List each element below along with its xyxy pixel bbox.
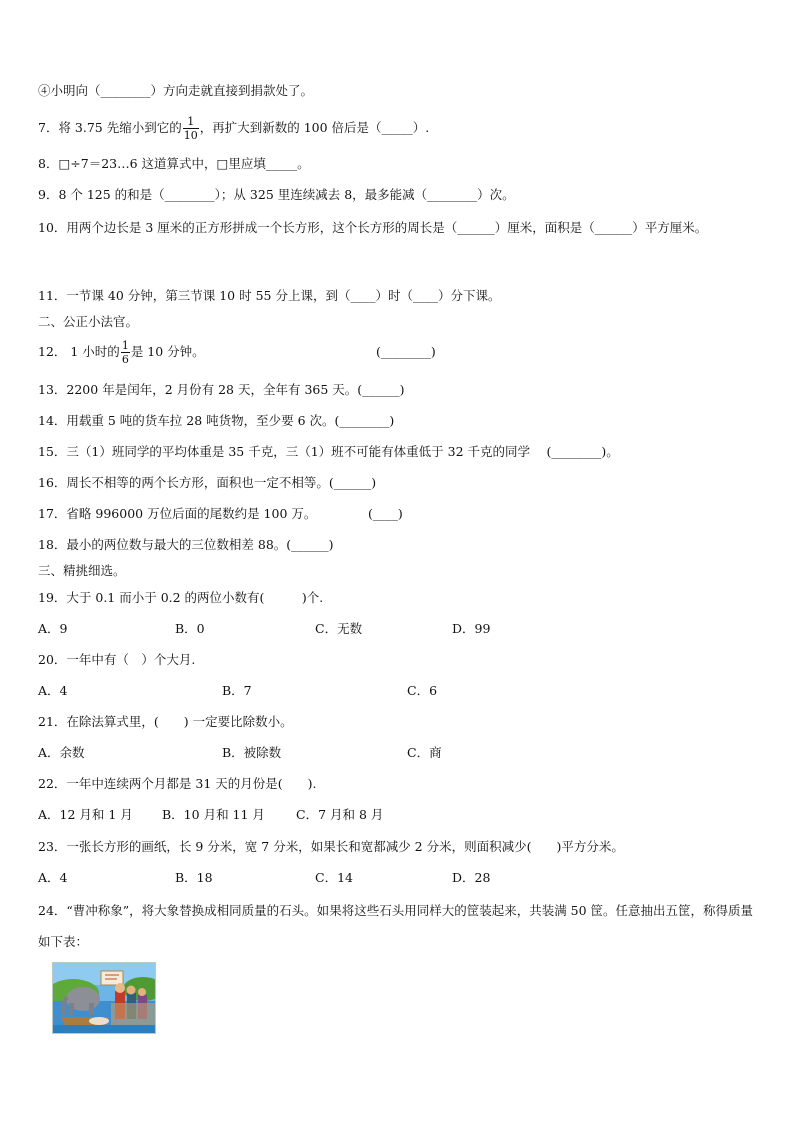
option-b[interactable]: B．7 xyxy=(222,683,252,698)
question-18 xyxy=(38,537,758,553)
question-10 xyxy=(38,212,758,243)
section-2-heading xyxy=(38,314,758,330)
question-text: 11．一节课 40 分钟，第三节课 10 时 55 分上课，到（____）时（____）分下课。 xyxy=(38,288,501,303)
question-text: ，再扩大到新数的 100 倍后是（_____）. xyxy=(199,120,430,135)
question-text: 21．在除法算式里，( ) 一定要比除数小。 xyxy=(38,714,293,729)
question-17 xyxy=(38,506,758,522)
question-text: 23．一张长方形的画纸，长 9 分米，宽 7 分米，如果长和宽都减少 2 分米，则面积减少( )平方分米。 xyxy=(38,839,624,854)
section-title: 二、公正小法官。 xyxy=(38,314,139,329)
question-16 xyxy=(38,475,758,491)
option-c[interactable]: C．6 xyxy=(407,683,438,698)
option-d[interactable]: D．99 xyxy=(452,621,491,636)
option-b[interactable]: B．18 xyxy=(175,870,213,885)
fraction-1-6 xyxy=(121,339,130,366)
option-c[interactable]: C．7 月和 8 月 xyxy=(296,807,384,822)
question-24 xyxy=(38,895,758,957)
option-a[interactable]: A．12 月和 1 月 xyxy=(38,807,133,822)
fraction-denominator: 6 xyxy=(121,353,129,366)
question-text: 16．周长不相等的两个长方形，面积也一定不相等。(______) xyxy=(38,475,377,490)
option-a[interactable]: A．4 xyxy=(38,683,68,698)
question-15 xyxy=(38,444,758,460)
section-3-heading xyxy=(38,563,758,579)
question-text: 8．□÷7＝23…6 这道算式中，□里应填_____。 xyxy=(38,156,310,171)
question-text: 22．一年中连续两个月都是 31 天的月份是( ). xyxy=(38,776,317,791)
question-text: 9．8 个 125 的和是（________）；从 325 里连续减去 8，最多能减（________）次。 xyxy=(38,187,515,202)
question-8 xyxy=(38,156,758,172)
option-c[interactable]: C．14 xyxy=(315,870,353,885)
question-text: 20．一年中有（ ）个大月. xyxy=(38,652,196,667)
option-b[interactable]: B．被除数 xyxy=(222,745,282,760)
question-text: 17．省略 996000 万位后面的尾数约是 100 万。 xyxy=(38,506,317,521)
question-text: 18．最小的两位数与最大的三位数相差 88。(______) xyxy=(38,537,334,552)
question-7 xyxy=(38,113,758,143)
fraction-numerator: 1 xyxy=(183,115,199,129)
question-19 xyxy=(38,590,758,606)
question-9 xyxy=(38,187,758,203)
option-a[interactable]: A．余数 xyxy=(38,745,85,760)
question-text: 7．将 3.75 先缩小到它的 xyxy=(38,120,182,135)
option-b[interactable]: B．10 月和 11 月 xyxy=(162,807,265,822)
question-text: 是 10 分钟。 xyxy=(130,344,205,359)
fraction-numerator: 1 xyxy=(121,339,129,352)
question-text: 12． 1 小时的 xyxy=(38,344,120,359)
question-14 xyxy=(38,413,758,429)
question-text: 15．三（1）班同学的平均体重是 35 千克，三（1）班不可能有体重低于 32 千克的同学 (________)。 xyxy=(38,444,619,459)
option-c[interactable]: C．无数 xyxy=(315,621,363,636)
section-title: 三、精挑细选。 xyxy=(38,563,126,578)
question-11 xyxy=(38,288,758,304)
option-a[interactable]: A．9 xyxy=(38,621,68,636)
option-d[interactable]: D．28 xyxy=(452,870,491,885)
answer-blank[interactable]: (________) xyxy=(376,344,436,359)
question-20 xyxy=(38,652,758,668)
fraction-denominator: 10 xyxy=(183,129,198,142)
question-13 xyxy=(38,382,758,398)
question-21 xyxy=(38,714,758,730)
answer-blank[interactable]: (____) xyxy=(368,506,403,521)
question-text: 13．2200 年是闰年，2 月份有 28 天，全年有 365 天。(______) xyxy=(38,382,405,397)
question-12 xyxy=(38,336,758,368)
question-text: ④小明向（________）方向走就直接到捐款处了。 xyxy=(38,83,314,98)
question-22 xyxy=(38,776,758,792)
question-text: 24．“曹冲称象”，将大象替换成相同质量的石头。如果将这些石头用同样大的筐装起来，共装满 50 筐。任意抽出五筐，称得质量如下表： xyxy=(38,903,754,949)
option-c[interactable]: C．商 xyxy=(407,745,442,760)
question-text: 14．用载重 5 吨的货车拉 28 吨货物，至少要 6 次。(________) xyxy=(38,413,395,428)
question-23 xyxy=(38,839,758,855)
illustration-svg xyxy=(53,963,155,1033)
fraction-1-10 xyxy=(183,115,199,142)
question-text: 10．用两个边长是 3 厘米的正方形拼成一个长方形，这个长方形的周长是（______）厘米，面积是（______）平方厘米。 xyxy=(38,220,708,235)
option-b[interactable]: B．0 xyxy=(175,621,205,636)
cao-chong-elephant-illustration xyxy=(52,962,156,1034)
question-text: 19．大于 0.1 而小于 0.2 的两位小数有( )个. xyxy=(38,590,324,605)
question-6-part-4 xyxy=(38,83,758,99)
option-a[interactable]: A．4 xyxy=(38,870,68,885)
